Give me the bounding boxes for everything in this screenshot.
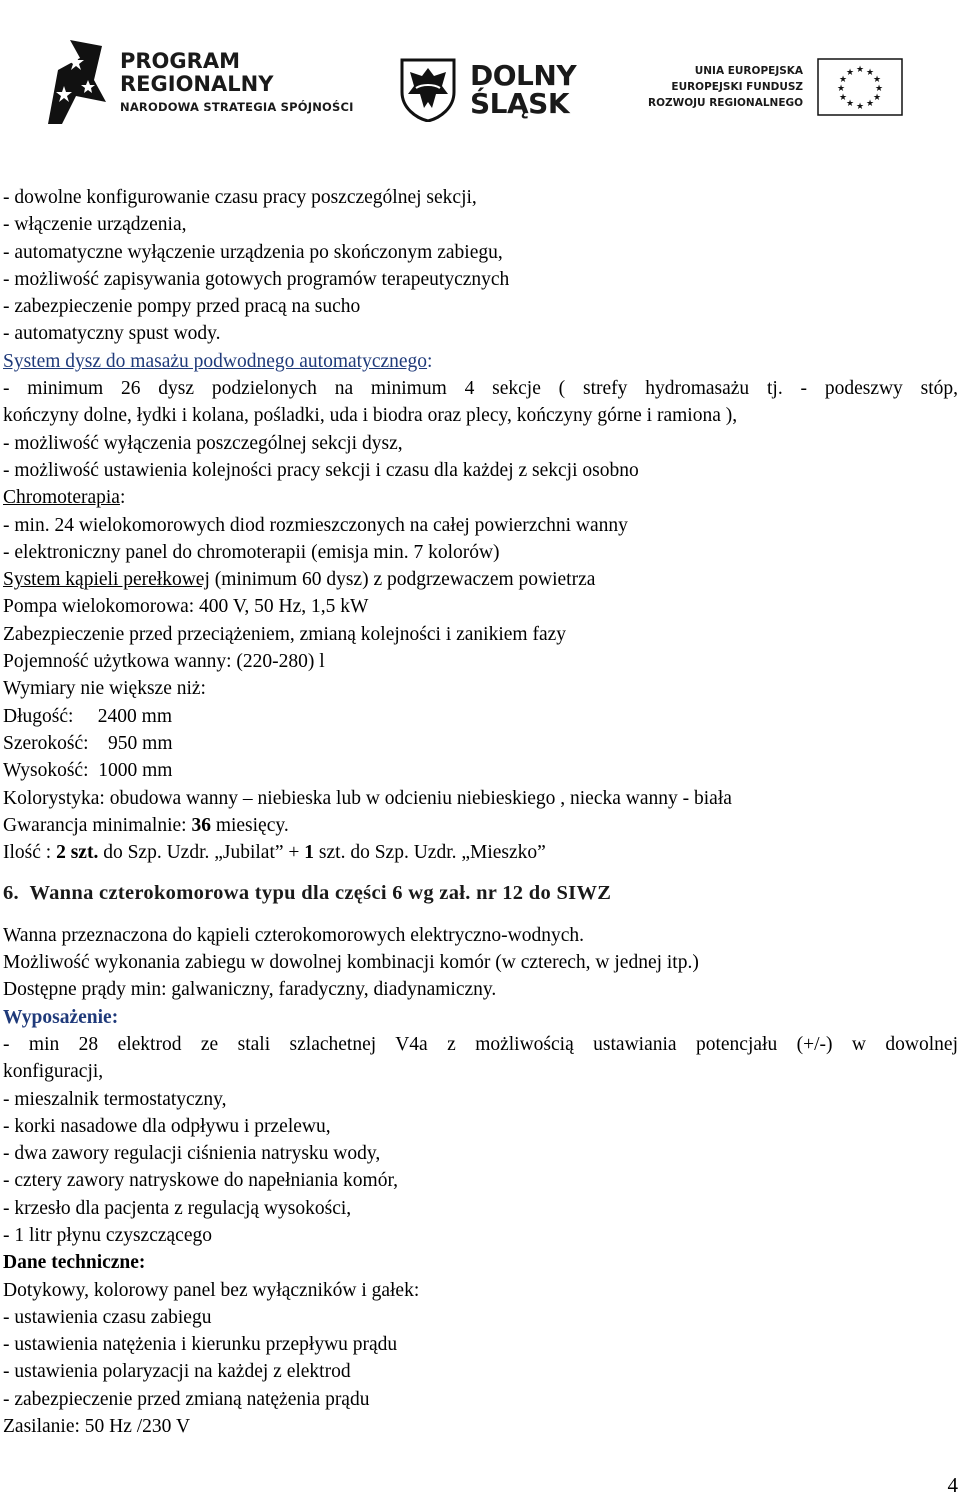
text-line: - włączenie urządzenia, [3, 214, 187, 236]
svg-text:★: ★ [839, 75, 848, 85]
text-line: Możliwość wykonania zabiegu w dowolnej kombinacji komór (w czterech, w jednej itp.) [3, 952, 699, 974]
text-line: - możliwość wyłączenia poszczególnej sekcji dysz, [3, 432, 403, 454]
text-span: szt. do Szp. Uzdr. „Mieszko” [314, 842, 546, 864]
program-logo-line2: REGIONALNY [120, 71, 274, 96]
eagle-crest-icon [400, 58, 456, 122]
text-line: - elektroniczny panel do chromoterapii (emisja min. 7 kolorów) [3, 541, 500, 563]
text-line: - cztery zawory natryskowe do napełniania komór, [3, 1170, 399, 1192]
text-line: Długość: 2400 mm [3, 705, 172, 727]
text-line: - korki nasadowe dla odpływu i przelewu, [3, 1115, 331, 1137]
eu-logo-line1: UNIA EUROPEJSKA [694, 65, 804, 77]
text-span: Gwarancja minimalnie: [3, 814, 192, 836]
equipment-heading: Wyposażenie: [3, 1006, 119, 1028]
text-line: - krzesło dla pacjenta z regulacją wysokości, [3, 1197, 352, 1219]
program-logo-line1: PROGRAM [120, 48, 240, 73]
text-line: - ustawienia polaryzacji na każdej z elektrod [3, 1361, 351, 1383]
text-line: - zabezpieczenie pompy przed pracą na sucho [3, 296, 361, 318]
underlined-heading: Chromoterapia [3, 487, 120, 509]
eu-logo-line3: ROZWOJU REGIONALNEGO [648, 97, 804, 109]
svg-text:★: ★ [875, 84, 884, 94]
svg-text:★: ★ [873, 75, 882, 85]
text-line [3, 812, 958, 839]
underlined-heading: System dysz do masażu podwodnego automatycznego [3, 350, 428, 372]
eu-flag-icon [817, 58, 903, 116]
section-heading: 6. Wanna czterokomorowa typu dla części 6 wg zał. nr 12 do SIWZ [3, 882, 612, 905]
dolny-slask-line2: ŚLĄSK [470, 87, 570, 120]
text-line: - zabezpieczenie przed zmianą natężenia prądu [3, 1388, 370, 1410]
program-regionalny-logo [40, 40, 354, 124]
text-line: konfiguracji, [3, 1061, 104, 1083]
text-span: Ilość : [3, 842, 57, 864]
heading-colon: : [119, 487, 126, 509]
heading-rest: (minimum 60 dysz) z podgrzewaczem powietrza [209, 569, 596, 591]
svg-text:★: ★ [866, 68, 875, 78]
page-header [0, 0, 960, 180]
technical-data-heading: Dane techniczne: [3, 1252, 146, 1274]
underlined-heading: System kąpieli perełkowej [3, 569, 210, 591]
page-number: 4 [947, 1473, 958, 1497]
subsection-heading [3, 484, 958, 511]
eu-fund-logo [648, 58, 903, 116]
text-line: - ustawienia czasu zabiegu [3, 1306, 212, 1328]
svg-text:★: ★ [866, 99, 875, 109]
text-line: - dowolne konfigurowanie czasu pracy poszczególnej sekcji, [3, 187, 477, 208]
text-line: - 1 litr płynu czyszczącego [3, 1224, 212, 1246]
text-span: miesięcy. [210, 814, 289, 836]
text-line: Dostępne prądy min: galwaniczny, faradyczny, diadynamiczny. [3, 979, 497, 1001]
heading-colon: : [427, 350, 433, 372]
text-line: Dotykowy, kolorowy panel bez wyłączników i gałek: [3, 1279, 420, 1301]
eu-logo-line2: EUROPEJSKI FUNDUSZ [671, 81, 804, 93]
text-line: kończyny dolne, łydki i kolana, pośladki, uda i biodra oraz plecy, kończyny górne i ramiona ), [3, 405, 738, 427]
text-line: Szerokość: 950 mm [3, 732, 173, 754]
text-line: Wanna przeznaczona do kąpieli czterokomorowych elektryczno-wodnych. [3, 924, 585, 946]
text-line: Wysokość: 1000 mm [3, 760, 173, 782]
text-line: - minimum 26 dysz podzielonych na minimum 4 sekcje ( strefy hydromasażu tj. - podeszwy stóp, [3, 378, 958, 400]
program-regionalny-emblem-icon [40, 40, 106, 124]
text-line: Kolorystyka: obudowa wanny – niebieska lub w odcieniu niebieskiego , niecka wanny - biała [3, 787, 732, 809]
svg-text:★: ★ [856, 65, 865, 75]
dolny-slask-logo [400, 58, 576, 122]
text-line: - min. 24 wielokomorowych diod rozmieszczonych na całej powierzchni wanny [3, 514, 628, 536]
text-line: Pojemność użytkowa wanny: (220-280) l [3, 651, 325, 673]
text-span: do Szp. Uzdr. „Jubilat” + [98, 842, 305, 864]
subsection-heading [3, 566, 958, 593]
svg-text:★: ★ [856, 102, 865, 112]
text-line: - automatyczne wyłączenie urządzenia po skończonym zabiegu, [3, 241, 503, 263]
svg-text:★: ★ [837, 84, 846, 94]
text-line: - ustawienia natężenia i kierunku przepływu prądu [3, 1334, 398, 1356]
svg-text:★: ★ [873, 93, 882, 103]
svg-text:★: ★ [839, 93, 848, 103]
text-line: - min 28 elektrod ze stali szlachetnej V4a z możliwością ustawiania potencjału (+/-) w dowolnej [3, 1033, 958, 1055]
svg-text:★: ★ [846, 99, 855, 109]
text-line: - mieszalnik termostatyczny, [3, 1088, 227, 1110]
text-line: - automatyczny spust wody. [3, 323, 221, 345]
bold-value: 1 [304, 842, 315, 864]
bold-value: 36 [191, 814, 211, 836]
text-line: Zasilanie: 50 Hz /230 V [3, 1416, 191, 1438]
text-line: - dwa zawory regulacji ciśnienia natrysku wody, [3, 1143, 381, 1165]
bold-value: 2 szt. [56, 842, 99, 864]
text-line: Wymiary nie większe niż: [3, 678, 206, 700]
svg-text:★: ★ [846, 68, 855, 78]
subsection-heading [3, 348, 958, 375]
text-line: Zabezpieczenie przed przeciążeniem, zmianą kolejności i zanikiem fazy [3, 623, 567, 645]
text-line: - możliwość ustawienia kolejności pracy sekcji i czasu dla każdej z sekcji osobno [3, 459, 639, 481]
program-logo-line3: NARODOWA STRATEGIA SPÓJNOŚCI [120, 99, 354, 114]
document-body [3, 184, 958, 1440]
text-line: Pompa wielokomorowa: 400 V, 50 Hz, 1,5 kW [3, 596, 369, 618]
dolny-slask-line1: DOLNY [470, 59, 577, 92]
text-line [3, 839, 958, 866]
text-line: - możliwość zapisywania gotowych programów terapeutycznych [3, 268, 510, 290]
